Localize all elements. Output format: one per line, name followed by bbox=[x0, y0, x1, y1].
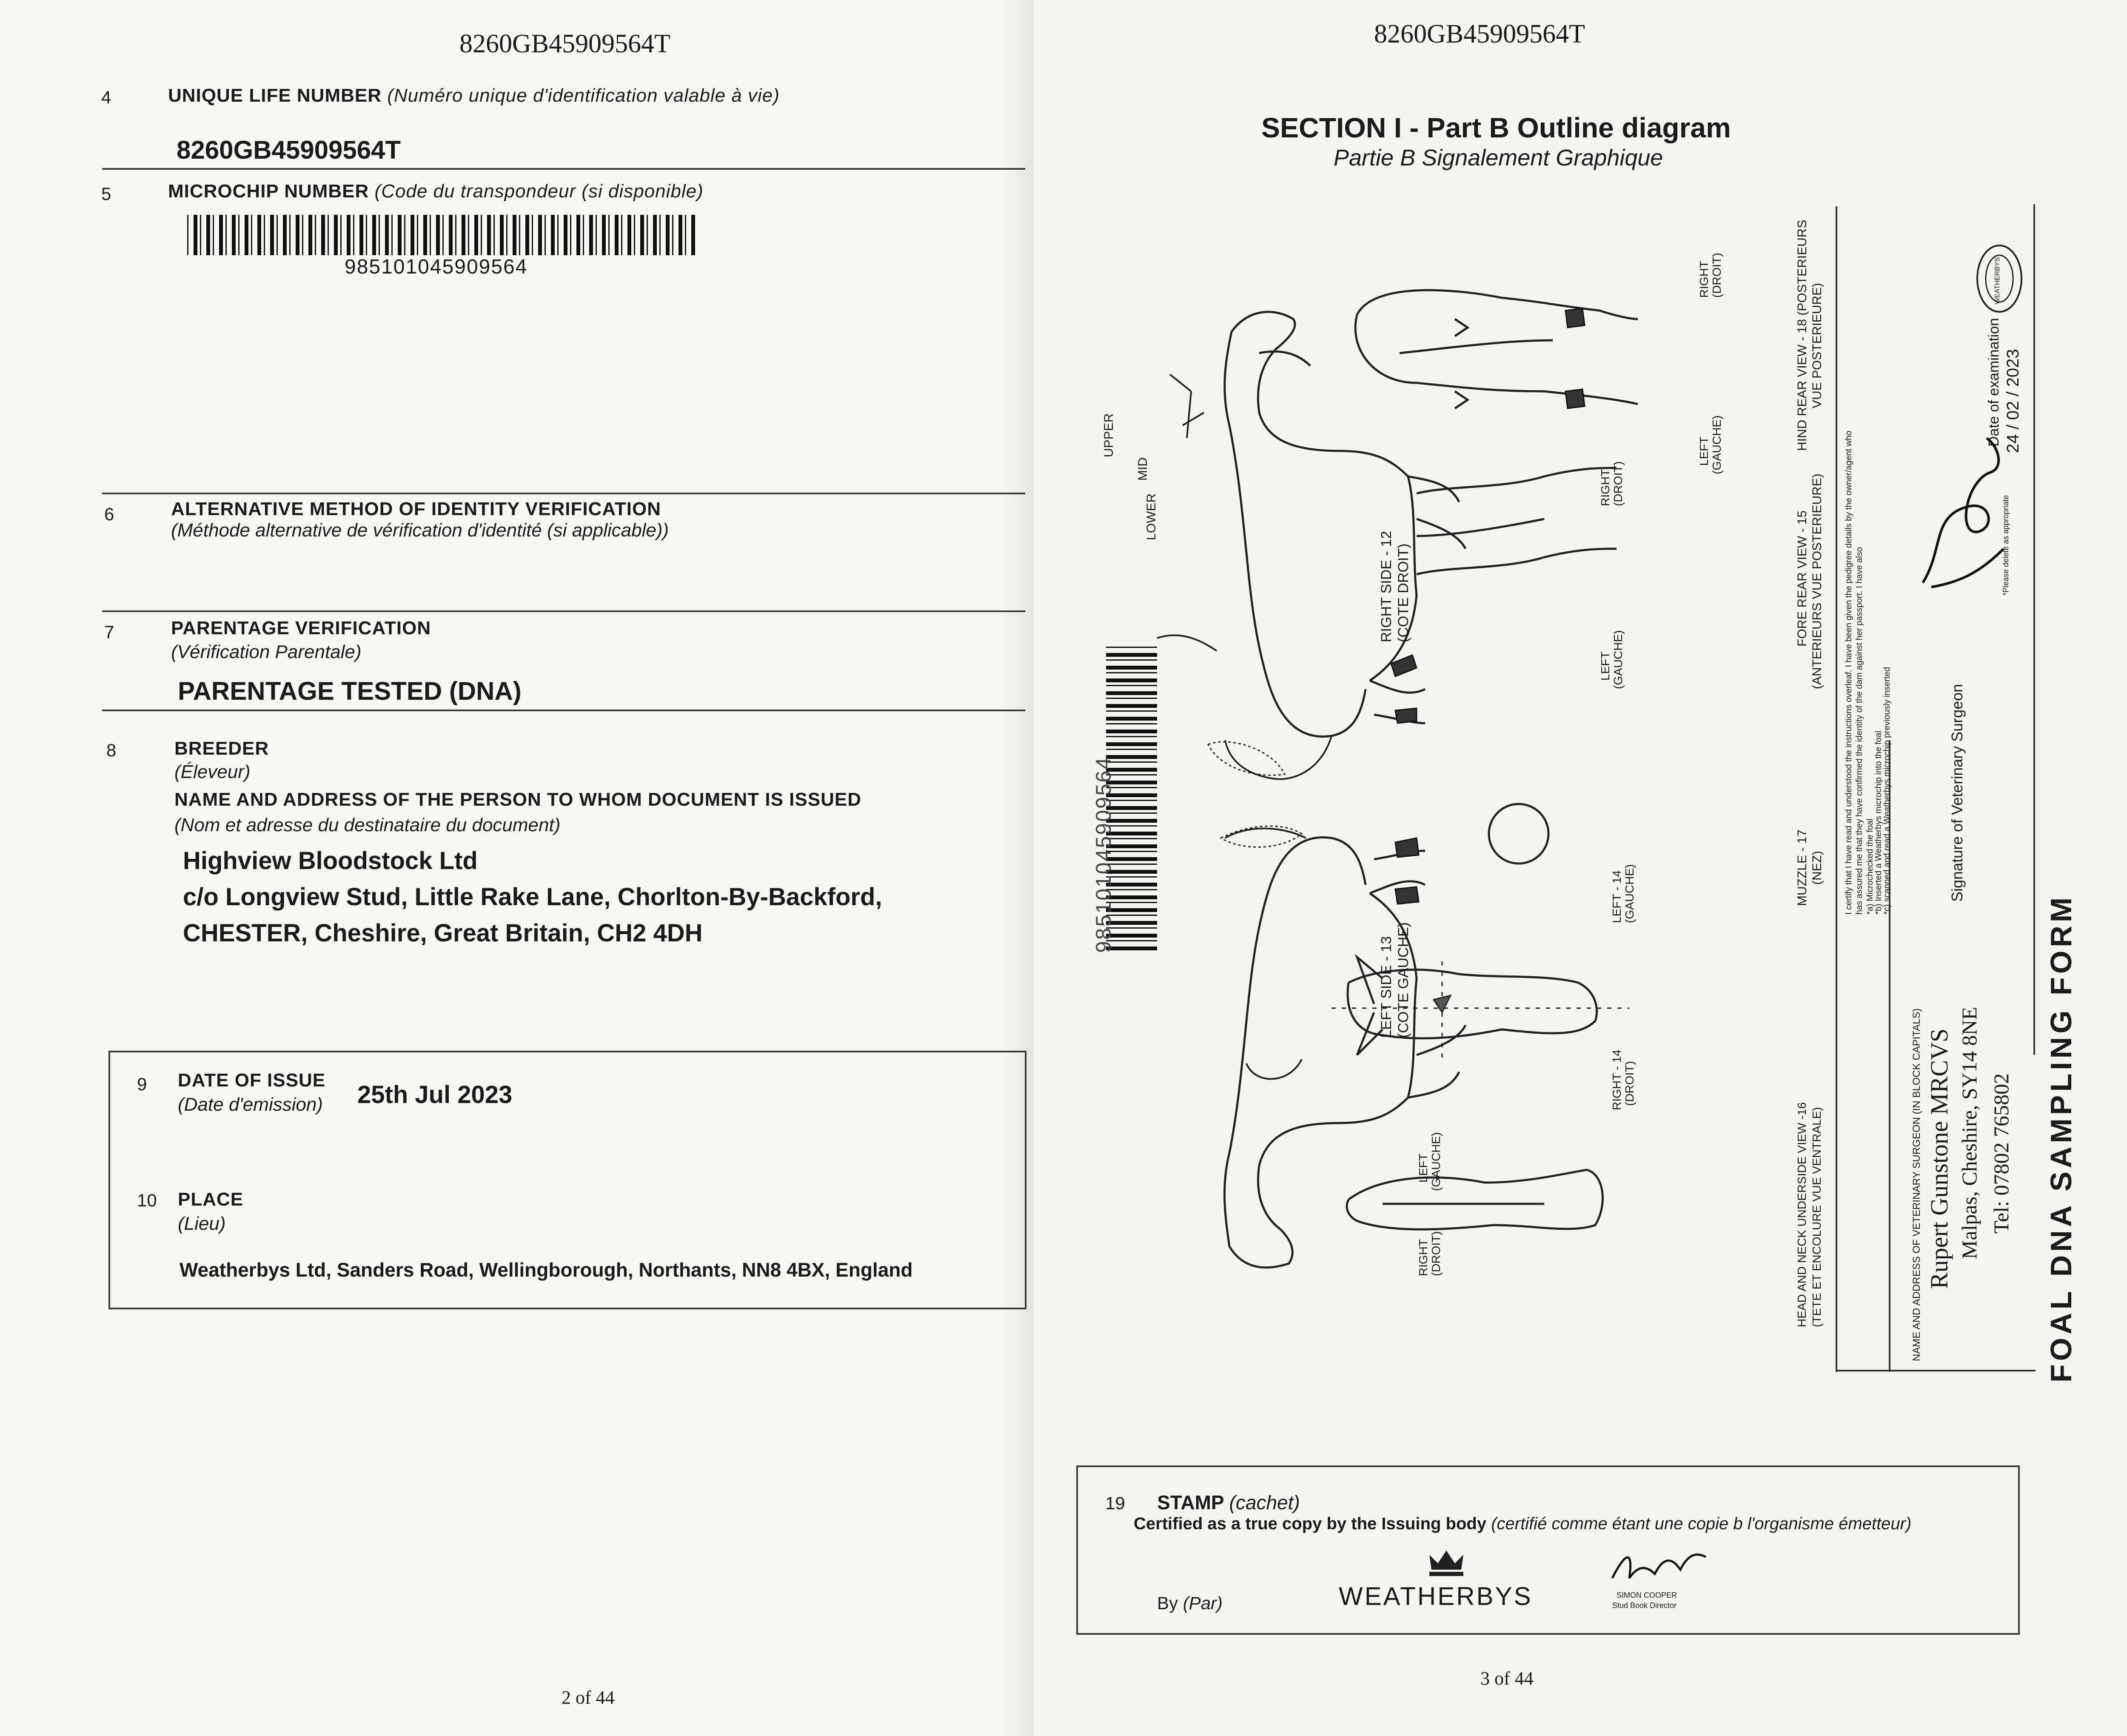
barcode-bar bbox=[417, 215, 418, 255]
form-edge-title: FOAL DNA SAMPLING FORM bbox=[2044, 894, 2078, 1383]
label-right-fore: RIGHT bbox=[1599, 469, 1612, 506]
barcode-bar bbox=[328, 215, 329, 255]
label-right-head-fr: (DROIT) bbox=[1429, 1231, 1443, 1276]
delete-note: *Please delete as appropriate bbox=[2002, 495, 2010, 596]
field-8-number: 8 bbox=[106, 740, 117, 760]
place-value: Weatherbys Ltd, Sanders Road, Wellingborough, Northants, NN8 4BX, England bbox=[180, 1259, 913, 1281]
cert-line-1: I certify that I have read and understood the instructions overleaf. I have been given the pedigree details by the owner/agent who bbox=[1844, 430, 1853, 915]
section-title: SECTION I - Part B Outline diagram bbox=[1261, 112, 1731, 143]
unique-life-number-value: 8260GB45909564T bbox=[177, 136, 401, 164]
barcode-bar bbox=[372, 215, 376, 255]
outline-diagram bbox=[1119, 213, 1842, 1383]
divider bbox=[102, 168, 1025, 170]
barcode-bar bbox=[679, 215, 682, 255]
barcode-bar bbox=[436, 215, 440, 255]
barcode-bar bbox=[251, 215, 252, 255]
label-hind-rear: HIND REAR VIEW - 18 (POSTERIEURS bbox=[1795, 219, 1809, 451]
label-right-head: RIGHT bbox=[1417, 1239, 1430, 1276]
barcode-bar bbox=[398, 215, 402, 255]
barcode-bar bbox=[653, 215, 657, 255]
barcode-bar bbox=[359, 215, 363, 255]
barcode-bar bbox=[430, 215, 431, 255]
label-left-fore-fr: (GAUCHE) bbox=[1611, 630, 1625, 689]
barcode-bar bbox=[691, 215, 695, 255]
barcode-bar bbox=[602, 215, 606, 255]
barcode-bar bbox=[225, 215, 227, 255]
barcode-bar bbox=[270, 215, 274, 255]
divider bbox=[102, 610, 1025, 612]
field-19-number: 19 bbox=[1105, 1493, 1125, 1513]
by-en: By bbox=[1157, 1593, 1178, 1613]
left-page-number: 2 of 44 bbox=[562, 1687, 615, 1708]
microchip-number-value: 985101045909564 bbox=[345, 256, 528, 278]
stamp-label bbox=[1157, 1491, 1300, 1514]
left-side-horse-outline bbox=[1224, 829, 1466, 1268]
exam-date-value: 24 / 02 / 2023 bbox=[2004, 349, 2022, 453]
date-of-issue-value: 25th Jul 2023 bbox=[357, 1081, 513, 1109]
right-header-id: 8260GB45909564T bbox=[1374, 20, 1585, 48]
barcode-bar bbox=[570, 215, 571, 255]
barcode-bar bbox=[334, 215, 338, 255]
barcode-bar bbox=[462, 215, 465, 255]
parentage-label: PARENTAGE VERIFICATION bbox=[171, 618, 431, 639]
unique-life-number-label bbox=[168, 85, 780, 106]
unique-life-label-fr: (Numéro unique d'identification valable à vie) bbox=[387, 85, 780, 106]
field-5-number: 5 bbox=[101, 184, 111, 204]
left-page bbox=[0, 0, 1034, 1736]
right-side-horse-outline bbox=[1157, 312, 1466, 1079]
place-label: PLACE bbox=[178, 1189, 244, 1210]
divider bbox=[102, 710, 1025, 711]
addressee-label-fr: (Nom et adresse du destinataire du document) bbox=[174, 815, 561, 835]
barcode-bar bbox=[283, 215, 287, 255]
label-lower: LOWER bbox=[1144, 493, 1158, 540]
head-top-view-outline bbox=[1332, 957, 1629, 1059]
director-role: Stud Book Director bbox=[1612, 1601, 1677, 1610]
barcode-bar bbox=[551, 215, 555, 255]
label-fore-rear-fr: (ANTERIEURS VUE POSTERIEURE) bbox=[1810, 473, 1824, 689]
barcode-bar bbox=[379, 215, 380, 255]
label-left-hind: LEFT bbox=[1697, 436, 1711, 466]
label-upper: UPPER bbox=[1102, 413, 1116, 457]
label-left-14-fr: (GAUCHE) bbox=[1623, 864, 1636, 923]
label-left-hind-fr: (GAUCHE) bbox=[1710, 415, 1723, 474]
addressee-address-2: CHESTER, Cheshire, Great Britain, CH2 4DH bbox=[183, 919, 703, 947]
barcode-bar bbox=[347, 215, 351, 255]
label-left-head: LEFT bbox=[1417, 1153, 1430, 1183]
label-fore-rear: FORE REAR VIEW - 15 bbox=[1795, 510, 1809, 647]
barcode-bar bbox=[589, 215, 593, 255]
barcode-bar bbox=[666, 215, 670, 255]
muzzle-outline bbox=[1489, 804, 1548, 864]
barcode-bar bbox=[659, 215, 661, 255]
label-left-14: LEFT - 14 bbox=[1610, 870, 1623, 923]
barcode-bar bbox=[615, 215, 619, 255]
barcode-bar bbox=[634, 215, 635, 255]
barcode-bar bbox=[481, 215, 482, 255]
barcode-bar bbox=[238, 215, 240, 255]
right-page bbox=[1034, 0, 2127, 1736]
barcode-bar bbox=[200, 215, 201, 255]
head-neck-underside-outline bbox=[1347, 1170, 1602, 1229]
label-right-side: RIGHT SIDE - 12 bbox=[1378, 531, 1394, 642]
cert-box-bottom-border bbox=[1836, 1370, 2036, 1371]
barcode-bar bbox=[449, 215, 453, 255]
stamp-label-fr: (cachet) bbox=[1229, 1491, 1300, 1514]
right-page-number: 3 of 44 bbox=[1480, 1668, 1534, 1689]
barcode-bar bbox=[353, 215, 354, 255]
seal-text: WEATHERBYS bbox=[1994, 257, 2001, 305]
by-fr: (Par) bbox=[1183, 1593, 1223, 1613]
barcode-bar bbox=[557, 215, 559, 255]
barcode-bar bbox=[277, 215, 278, 255]
label-muzzle: MUZZLE - 17 bbox=[1795, 829, 1809, 906]
by-label bbox=[1157, 1593, 1223, 1613]
certified-copy-text bbox=[1134, 1514, 1911, 1534]
date-of-issue-label: DATE OF ISSUE bbox=[178, 1070, 326, 1091]
barcode-bar bbox=[519, 215, 520, 255]
barcode-bar bbox=[583, 215, 584, 255]
barcode-bar bbox=[308, 215, 312, 255]
unique-life-label-en: UNIQUE LIFE NUMBER bbox=[168, 85, 382, 106]
field-7-number: 7 bbox=[104, 622, 114, 642]
barcode-bar bbox=[627, 215, 631, 255]
addressee-label: NAME AND ADDRESS OF THE PERSON TO WHOM DOCUMENT IS ISSUED bbox=[174, 789, 862, 810]
barcode-bar bbox=[340, 215, 342, 255]
vet-signature-label: Signature of Veterinary Surgeon bbox=[1948, 684, 1966, 902]
field-4-number: 4 bbox=[101, 87, 111, 107]
field-6-number: 6 bbox=[104, 504, 114, 524]
leg-markings bbox=[1391, 308, 1585, 904]
microchip-number-label bbox=[168, 181, 704, 202]
label-hind-rear-fr: VUE POSTERIEURE) bbox=[1810, 282, 1824, 408]
weatherbys-seal bbox=[1974, 242, 2025, 315]
director-signature bbox=[1600, 1540, 1710, 1591]
addressee-name: Highview Bloodstock Ltd bbox=[183, 847, 478, 875]
addressee-address-1: c/o Longview Stud, Little Rake Lane, Chorlton-By-Backford, bbox=[183, 883, 882, 911]
parentage-label-fr: (Vérification Parentale) bbox=[171, 641, 362, 662]
label-right-14: RIGHT - 14 bbox=[1610, 1049, 1623, 1110]
certified-en: Certified as a true copy by the Issuing body bbox=[1134, 1514, 1487, 1533]
side-barcode-number: 985101045909564 bbox=[1092, 756, 1115, 953]
cert-line-5: *c) scanned and read a Weatherbys microchip previously inserted bbox=[1882, 667, 1892, 915]
barcode-bar bbox=[513, 215, 516, 255]
barcode-bar bbox=[621, 215, 622, 255]
barcode-bar bbox=[500, 215, 504, 255]
breeder-label-fr: (Éleveur) bbox=[174, 761, 251, 782]
cert-line-2: has assured me that they have confirmed the identity of the dam against her passport. I have also bbox=[1855, 547, 1864, 915]
barcode-bar bbox=[315, 215, 316, 255]
weatherbys-brand: WEATHERBYS bbox=[1339, 1582, 1533, 1611]
label-right-hind-fr: (DROIT) bbox=[1710, 253, 1723, 298]
vet-name: Rupert Gunstone MRCVS bbox=[1925, 1028, 1953, 1289]
barcode-bar bbox=[385, 215, 389, 255]
barcode-bar bbox=[404, 215, 405, 255]
date-of-issue-label-fr: (Date d'emission) bbox=[178, 1094, 323, 1115]
barcode-bar bbox=[302, 215, 303, 255]
barcode-bar bbox=[576, 215, 580, 255]
crown-logo-icon bbox=[1421, 1542, 1472, 1582]
barcode-bar bbox=[264, 215, 265, 255]
barcode-bar bbox=[525, 215, 529, 255]
barcode-bar bbox=[640, 215, 644, 255]
barcode-bar bbox=[213, 215, 214, 255]
section-subtitle: Partie B Signalement Graphique bbox=[1334, 145, 1663, 171]
director-name: SIMON COOPER bbox=[1617, 1591, 1677, 1599]
place-label-fr: (Lieu) bbox=[178, 1213, 226, 1234]
barcode-bar bbox=[245, 215, 248, 255]
microchip-label-en: MICROCHIP NUMBER bbox=[168, 181, 369, 202]
barcode-bar bbox=[672, 215, 673, 255]
barcode-bar bbox=[187, 215, 188, 255]
divider bbox=[102, 493, 1025, 494]
breeder-label: BREEDER bbox=[174, 738, 269, 759]
vet-address: Malpas, Cheshire, SY14 8NE bbox=[1957, 1007, 1981, 1259]
barcode-bar bbox=[487, 215, 491, 255]
vet-name-address-label: NAME AND ADDRESS OF VETERINARY SURGEON (IN BLOCK CAPITALS) bbox=[1911, 1008, 1922, 1361]
left-header-id: 8260GB45909564T bbox=[459, 29, 670, 58]
barcode-bar bbox=[545, 215, 546, 255]
microchip-barcode bbox=[187, 215, 702, 255]
microchip-label-fr: (Code du transpondeur (si disponible) bbox=[374, 181, 704, 202]
barcode-bar bbox=[194, 215, 197, 255]
barcode-bar bbox=[206, 215, 210, 255]
barcode-bar bbox=[685, 215, 686, 255]
barcode-bar bbox=[219, 215, 223, 255]
barcode-bar bbox=[564, 215, 567, 255]
label-left-side: LEFT SIDE - 13 bbox=[1378, 936, 1394, 1038]
barcode-bar bbox=[532, 215, 533, 255]
label-mid: MID bbox=[1136, 457, 1150, 481]
barcode-bar bbox=[474, 215, 478, 255]
barcode-bar bbox=[506, 215, 508, 255]
barcode-bar bbox=[257, 215, 261, 255]
barcode-bar bbox=[468, 215, 469, 255]
label-head-neck-fr: (TETE ET ENCOLURE VUE VENTRALE) bbox=[1810, 1107, 1823, 1327]
label-head-neck: HEAD AND NECK UNDERSIDE VIEW -16 bbox=[1795, 1102, 1808, 1327]
certified-fr: (certifié comme étant une copie b l'organisme émetteur) bbox=[1491, 1514, 1912, 1533]
barcode-bar bbox=[232, 215, 236, 255]
hind-rear-view-outline bbox=[1355, 290, 1638, 408]
cert-line-4: *b) Inserted a Weatherbys microchip into the foal bbox=[1874, 730, 1883, 915]
stamp-label-en: STAMP bbox=[1157, 1491, 1224, 1514]
label-left-side-fr: (COTE GAUCHE) bbox=[1395, 922, 1411, 1038]
barcode-bar bbox=[493, 215, 495, 255]
label-right-fore-fr: (DROIT) bbox=[1611, 461, 1625, 506]
exam-date-label: Date of examination bbox=[1986, 318, 2002, 447]
field-10-number: 10 bbox=[137, 1190, 157, 1210]
barcode-bar bbox=[423, 215, 427, 255]
barcode-bar bbox=[647, 215, 648, 255]
barcode-bar bbox=[596, 215, 597, 255]
barcode-bar bbox=[321, 215, 325, 255]
fore-rear-view-outline bbox=[1417, 468, 1617, 574]
label-muzzle-fr: (NEZ) bbox=[1810, 851, 1824, 885]
cert-line-3: *a) Microchecked the foal bbox=[1865, 818, 1875, 915]
vet-telephone: Tel: 07802 765802 bbox=[1989, 1073, 2013, 1234]
barcode-bar bbox=[289, 215, 291, 255]
barcode-bar bbox=[411, 215, 414, 255]
barcode-bar bbox=[442, 215, 444, 255]
alt-method-label: ALTERNATIVE METHOD OF IDENTITY VERIFICATION bbox=[171, 499, 661, 519]
cert-box-left-border bbox=[1836, 206, 1837, 1372]
label-right-14-fr: (DROIT) bbox=[1623, 1061, 1636, 1106]
cert-box-right-border bbox=[2033, 204, 2035, 1055]
label-left-head-fr: (GAUCHE) bbox=[1429, 1132, 1443, 1191]
barcode-bar bbox=[391, 215, 393, 255]
barcode-bar bbox=[296, 215, 299, 255]
vet-signature bbox=[1906, 421, 2008, 600]
label-left-fore: LEFT bbox=[1599, 651, 1612, 681]
parentage-value: PARENTAGE TESTED (DNA) bbox=[178, 677, 522, 705]
label-right-hind: RIGHT bbox=[1697, 260, 1711, 298]
barcode-bar bbox=[538, 215, 542, 255]
label-right-side-fr: (COTE DROIT) bbox=[1395, 543, 1411, 642]
barcode-bar bbox=[608, 215, 610, 255]
field-9-number: 9 bbox=[137, 1074, 147, 1094]
barcode-bar bbox=[455, 215, 456, 255]
barcode-bar bbox=[366, 215, 367, 255]
alt-method-label-fr: (Méthode alternative de vérification d'identité (si applicable)) bbox=[171, 520, 669, 541]
